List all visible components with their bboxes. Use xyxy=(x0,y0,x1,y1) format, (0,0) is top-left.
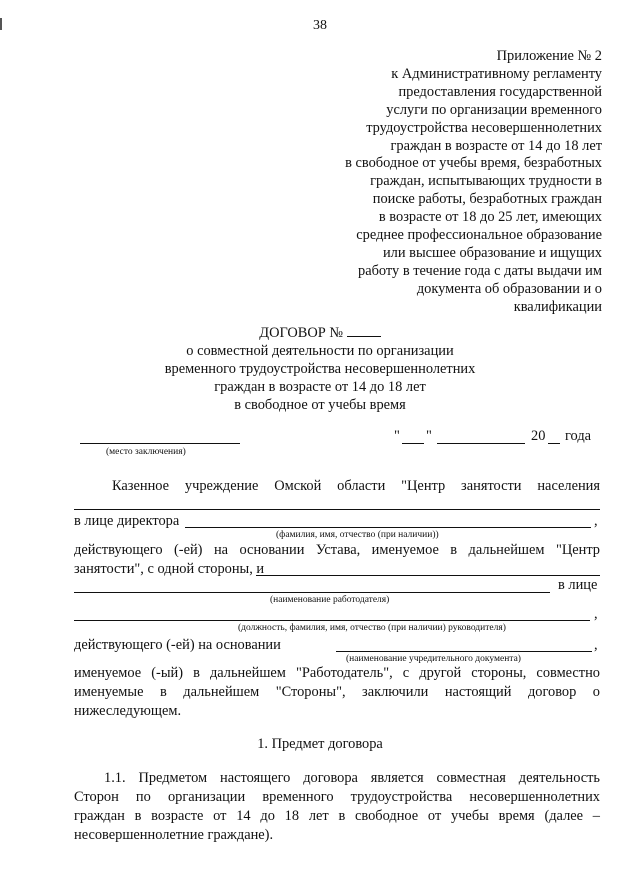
section-paragraph-line: граждан в возрасте от 14 до 18 лет в свободное от учебы время (далее – xyxy=(74,808,600,824)
place-hint: (место заключения) xyxy=(106,447,186,457)
section-heading: 1. Предмет договора xyxy=(257,736,383,752)
head-comma: , xyxy=(594,606,598,622)
title-line: временного трудоустройства несовершеннолетних xyxy=(164,361,476,377)
appendix-line: среднее профессиональное образование xyxy=(356,227,602,244)
appendix-line: в возрасте от 18 до 25 лет, имеющих xyxy=(378,209,602,226)
contract-number-blank xyxy=(347,336,381,337)
date-year-prefix: 20 xyxy=(531,428,546,444)
section-paragraph-line: 1.1. Предметом настоящего договора является совместная деятельность xyxy=(104,770,600,786)
center-name-line: Казенное учреждение Омской области "Центр занятости населения xyxy=(112,478,600,494)
director-comma: , xyxy=(594,513,598,529)
constituent-doc-blank xyxy=(336,651,592,652)
appendix-line: Приложение № 2 xyxy=(496,48,602,64)
appendix-line: к Административному регламенту xyxy=(391,65,602,82)
acting-line: действующего (-ей) на основании Устава, именуемое в дальнейшем "Центр xyxy=(74,542,600,558)
appendix-line: или высшее образование и ищущих xyxy=(382,244,602,261)
director-prefix: в лице директора xyxy=(74,513,180,529)
employer-hint: (наименование работодателя) xyxy=(270,595,390,605)
final-paragraph-line: нижеследующем. xyxy=(74,703,182,719)
date-year-suffix: года xyxy=(565,428,592,444)
head-name-blank xyxy=(74,620,590,621)
title-line: в свободное от учебы время xyxy=(234,397,406,413)
appendix-line: работу в течение года с даты выдачи им xyxy=(358,262,602,279)
acting-basis-label: действующего (-ей) на основании xyxy=(74,637,281,653)
date-quote-open: " xyxy=(394,428,400,444)
director-hint: (фамилия, имя, отчество (при наличии)) xyxy=(276,530,439,540)
appendix-line: в свободное от учебы время, безработных xyxy=(345,155,602,172)
center-name-continuation-blank xyxy=(74,509,600,510)
date-quote-close: " xyxy=(426,428,432,444)
title-line: граждан в возрасте от 14 до 18 лет xyxy=(214,379,426,395)
date-month-blank xyxy=(437,443,525,444)
appendix-line: квалификации xyxy=(513,298,602,315)
employer-name-blank-1 xyxy=(256,575,600,576)
appendix-header xyxy=(302,48,602,317)
appendix-line: предоставления государственной xyxy=(398,83,602,100)
director-name-blank xyxy=(185,527,591,528)
section-paragraph-line: несовершеннолетние граждане). xyxy=(74,827,274,843)
section-paragraph-line: Сторон по организации временного трудоустройства несовершеннолетних xyxy=(74,789,600,805)
page-number: 38 xyxy=(313,18,327,33)
employment-center-line: занятости", с одной стороны, и xyxy=(74,561,265,577)
appendix-line: документа об образовании и о xyxy=(416,280,602,297)
date-day-blank xyxy=(402,443,424,444)
appendix-line: граждан, испытывающих трудности в xyxy=(370,173,602,190)
in-person-label: в лице xyxy=(558,577,598,593)
final-paragraph-line: именуемые в дальнейшем "Стороны", заключили настоящий договор о xyxy=(74,684,600,700)
place-blank xyxy=(80,443,240,444)
appendix-line: услуги по организации временного xyxy=(386,101,602,118)
appendix-line: граждан в возрасте от 14 до 18 лет xyxy=(390,137,602,154)
appendix-line: поиске работы, безработных граждан xyxy=(372,191,602,208)
title-line: о совместной деятельности по организации xyxy=(186,343,454,359)
constituent-hint: (наименование учредительного документа) xyxy=(346,654,521,664)
employer-name-blank-2 xyxy=(74,592,550,593)
date-year-blank xyxy=(548,443,560,444)
constituent-comma: , xyxy=(594,637,598,653)
contract-title xyxy=(0,324,640,414)
final-paragraph-line: именуемое (-ый) в дальнейшем "Работодатель", с другой стороны, совместно xyxy=(74,665,600,681)
appendix-line: трудоустройства несовершеннолетних xyxy=(366,119,602,136)
title-contract-number: ДОГОВОР № xyxy=(259,325,344,341)
head-hint: (должность, фамилия, имя, отчество (при наличии) руководителя) xyxy=(238,623,506,633)
